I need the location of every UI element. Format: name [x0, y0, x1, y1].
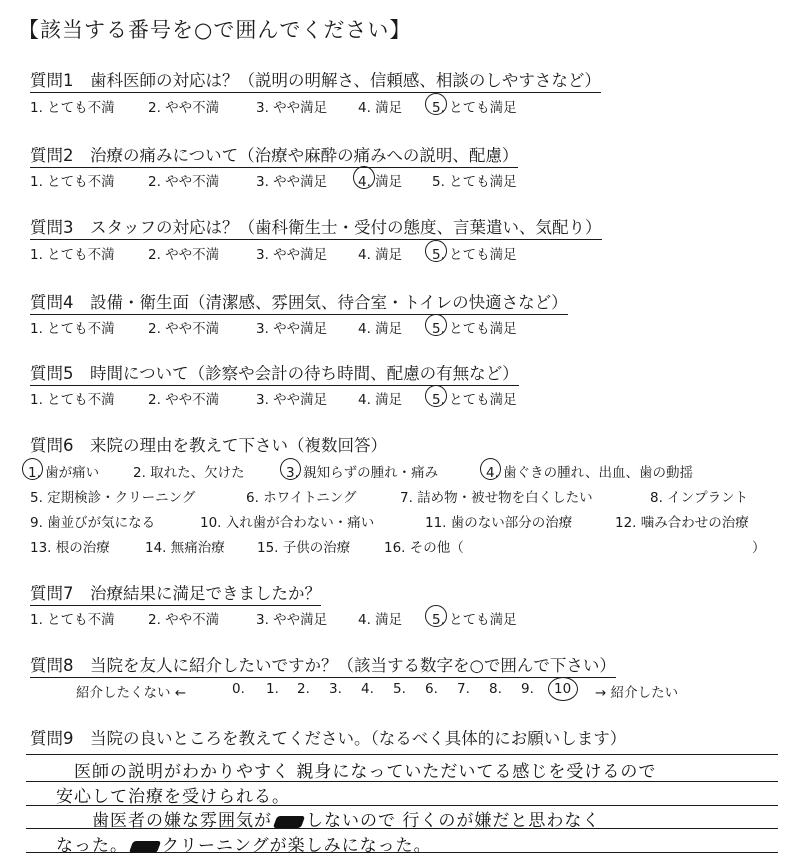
answer-text-line-3: [92, 806, 600, 831]
question-9-label: 質問9 当院の良いところを教えてください。（なるべく具体的にお願いします）: [30, 729, 627, 748]
q3-option-1[interactable]: 1. とても不満: [30, 247, 115, 263]
answer-line-1: [26, 754, 778, 755]
q6-selection-circle-4: [480, 458, 501, 480]
q6-option-9[interactable]: 9. 歯並びが気になる: [30, 515, 156, 531]
q2-option-4[interactable]: 4. 満足: [358, 174, 403, 190]
q2-selection-circle: [353, 166, 375, 189]
q8-selection-circle: [548, 677, 578, 701]
q5-option-5[interactable]: 5. とても満足: [432, 392, 517, 408]
q4-selection-circle: [425, 314, 447, 336]
q2-option-1[interactable]: 1. とても不満: [30, 174, 115, 190]
q4-option-5[interactable]: 5. とても満足: [432, 321, 517, 337]
answer-text-line-2: 安心して治療を受けられる。: [56, 787, 290, 807]
question-3-label: 質問3 スタッフの対応は？（歯科衛生士・受付の態度、言葉遣い、気配り）: [30, 214, 602, 240]
q6-option-5[interactable]: 5. 定期検診・クリーニング: [30, 490, 196, 506]
q1-option-2[interactable]: 2. やや不満: [148, 100, 220, 116]
q6-selection-circle-3: [280, 458, 301, 480]
q5-option-1[interactable]: 1. とても不満: [30, 392, 115, 408]
q3-option-5[interactable]: 5. とても満足: [432, 247, 517, 263]
q8-left-label: 紹介したくない ←: [76, 685, 187, 701]
q8-number-0[interactable]: 0.: [232, 681, 245, 697]
q6-option-6[interactable]: 6. ホワイトニング: [246, 490, 357, 506]
q1-selection-circle: [425, 93, 447, 115]
q1-option-1[interactable]: 1. とても不満: [30, 100, 115, 116]
q6-option-4[interactable]: 4. 歯ぐきの腫れ、出血、歯の動揺: [486, 465, 693, 481]
q8-number-8[interactable]: 8.: [489, 681, 502, 697]
q6-option-1[interactable]: 1. 歯が痛い: [28, 465, 100, 481]
q7-option-3[interactable]: 3. やや満足: [256, 612, 328, 628]
scribble-mark: [273, 816, 305, 828]
q8-number-2[interactable]: 2.: [297, 681, 310, 697]
q6-option-7[interactable]: 7. 詰め物・被せ物を白くしたい: [400, 490, 593, 506]
page-title: 【該当する番号を○で囲んでください】: [18, 18, 412, 42]
q6-selection-circle-1: [22, 458, 43, 480]
q1-option-3[interactable]: 3. やや満足: [256, 100, 328, 116]
q4-option-1[interactable]: 1. とても不満: [30, 321, 115, 337]
q3-option-4[interactable]: 4. 満足: [358, 247, 403, 263]
q8-number-10[interactable]: 10: [554, 681, 572, 697]
q6-option-12[interactable]: 12. 噛み合わせの治療: [615, 515, 749, 531]
q2-option-3[interactable]: 3. やや満足: [256, 174, 328, 190]
q8-number-5[interactable]: 5.: [393, 681, 406, 697]
q7-selection-circle: [425, 605, 447, 627]
q5-option-2[interactable]: 2. やや不満: [148, 392, 220, 408]
question-6-label: 質問6 来院の理由を教えて下さい（複数回答）: [30, 436, 387, 455]
answer-text-line-3a: 歯医者の嫌な雰囲気が: [92, 811, 272, 831]
q8-number-7[interactable]: 7.: [457, 681, 470, 697]
q4-option-4[interactable]: 4. 満足: [358, 321, 403, 337]
q5-option-4[interactable]: 4. 満足: [358, 392, 403, 408]
question-8-label: 質問8 当院を友人に紹介したいですか？（該当する数字を○で囲んで下さい）: [30, 652, 616, 678]
scribble-mark: [129, 841, 161, 853]
answer-text-line-4b: クリーニングが楽しみになった。: [162, 836, 432, 856]
q2-option-2[interactable]: 2. やや不満: [148, 174, 220, 190]
q6-option-3[interactable]: 3. 親知らずの腫れ・痛み: [286, 465, 439, 481]
q3-option-2[interactable]: 2. やや不満: [148, 247, 220, 263]
q7-option-5[interactable]: 5. とても満足: [432, 612, 517, 628]
q6-option-10[interactable]: 10. 入れ歯が合わない・痛い: [200, 515, 375, 531]
q6-option-14[interactable]: 14. 無痛治療: [145, 540, 225, 556]
q6-option-8[interactable]: 8. インプラント: [650, 490, 749, 506]
question-5-label: 質問5 時間について（診察や会計の待ち時間、配慮の有無など）: [30, 360, 519, 386]
answer-text-line-3b: しないので 行くのが嫌だと思わなく: [306, 811, 601, 831]
q4-option-2[interactable]: 2. やや不満: [148, 321, 220, 337]
q1-option-5[interactable]: 5. とても満足: [432, 100, 517, 116]
q6-option-15[interactable]: 15. 子供の治療: [257, 540, 351, 556]
question-4-label: 質問4 設備・衛生面（清潔感、雰囲気、待合室・トイレの快適さなど）: [30, 289, 568, 315]
question-1-label: 質問1 歯科医師の対応は？（説明の明解さ、信頼感、相談のしやすさなど）: [30, 67, 601, 93]
q4-option-3[interactable]: 3. やや満足: [256, 321, 328, 337]
q1-option-4[interactable]: 4. 満足: [358, 100, 403, 116]
q7-option-4[interactable]: 4. 満足: [358, 612, 403, 628]
answer-text-line-4: [56, 831, 432, 856]
q6-option-16[interactable]: 16. その他（: [384, 540, 464, 556]
q6-other-close-paren: ）: [752, 540, 766, 556]
q3-option-3[interactable]: 3. やや満足: [256, 247, 328, 263]
answer-text-line-4a: なった。: [56, 836, 128, 856]
q7-option-1[interactable]: 1. とても不満: [30, 612, 115, 628]
q5-selection-circle: [425, 385, 447, 407]
q7-option-2[interactable]: 2. やや不満: [148, 612, 220, 628]
q8-number-9[interactable]: 9.: [521, 681, 534, 697]
q6-option-2[interactable]: 2. 取れた、欠けた: [133, 465, 245, 481]
q3-selection-circle: [425, 240, 447, 262]
question-2-label: 質問2 治療の痛みについて（治療や麻酔の痛みへの説明、配慮）: [30, 142, 518, 168]
q5-option-3[interactable]: 3. やや満足: [256, 392, 328, 408]
answer-text-line-1: 医師の説明がわかりやすく 親身になっていただいてる感じを受けるので: [74, 762, 657, 782]
q8-right-label: → 紹介したい: [595, 685, 679, 701]
q8-number-1[interactable]: 1.: [266, 681, 279, 697]
q8-number-4[interactable]: 4.: [361, 681, 374, 697]
q6-option-11[interactable]: 11. 歯のない部分の治療: [425, 515, 573, 531]
q8-number-3[interactable]: 3.: [329, 681, 342, 697]
q6-option-13[interactable]: 13. 根の治療: [30, 540, 110, 556]
q2-option-5[interactable]: 5. とても満足: [432, 174, 517, 190]
question-7-label: 質問7 治療結果に満足できましたか？: [30, 580, 321, 606]
q8-number-6[interactable]: 6.: [425, 681, 438, 697]
